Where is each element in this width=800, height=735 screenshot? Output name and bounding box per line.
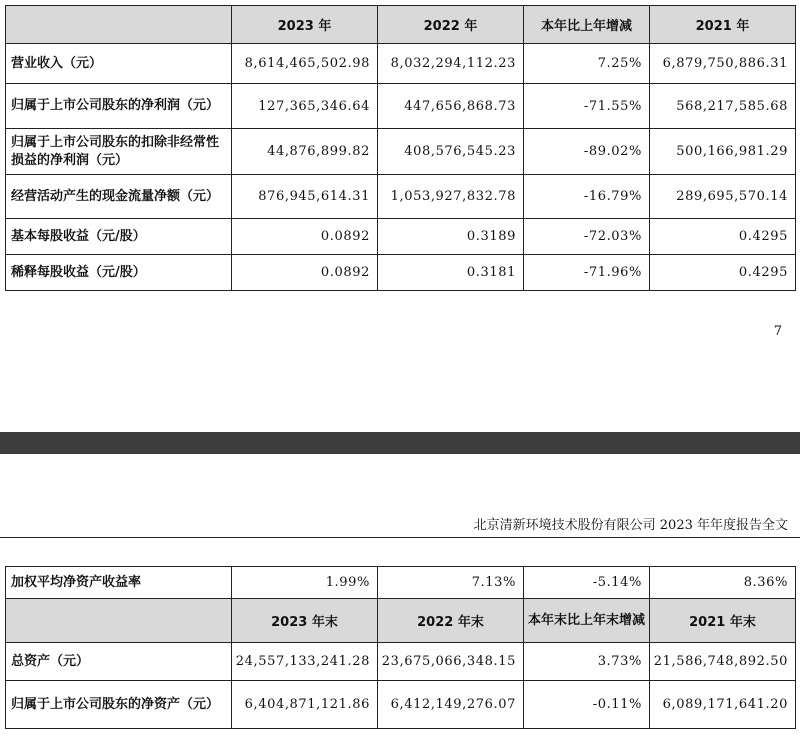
- table-row: [6, 175, 796, 219]
- row-label: 基本每股收益（元/股）: [6, 219, 232, 255]
- header-cell: 2022 年: [378, 6, 524, 44]
- value-cell: -5.14%: [524, 567, 650, 599]
- header-rule: [0, 537, 800, 538]
- value-cell: 876,945,614.31: [232, 175, 378, 219]
- value-cell: 0.3189: [378, 219, 524, 255]
- value-cell: 7.25%: [524, 44, 650, 84]
- value-cell: 6,404,871,121.86: [232, 681, 378, 729]
- value-cell: -89.02%: [524, 129, 650, 175]
- header-cell: 2021 年末: [650, 599, 796, 643]
- financial-table-bottom: [5, 566, 796, 729]
- header-cell: 本年末比上年末增减: [524, 599, 650, 643]
- value-cell: -72.03%: [524, 219, 650, 255]
- header-cell: 2023 年末: [232, 599, 378, 643]
- value-cell: 568,217,585.68: [650, 84, 796, 129]
- financial-table-top: [5, 5, 796, 291]
- value-cell: -71.96%: [524, 255, 650, 291]
- value-cell: 447,656,868.73: [378, 84, 524, 129]
- value-cell: 289,695,570.14: [650, 175, 796, 219]
- header-cell: 2021 年: [650, 6, 796, 44]
- value-cell: 1,053,927,832.78: [378, 175, 524, 219]
- header-cell: 本年比上年增减: [524, 6, 650, 44]
- value-cell: 6,879,750,886.31: [650, 44, 796, 84]
- row-label: 归属于上市公司股东的扣除非经常性损益的净利润（元）: [6, 129, 232, 175]
- value-cell: 21,586,748,892.50: [650, 643, 796, 681]
- value-cell: 23,675,066,348.15: [378, 643, 524, 681]
- value-cell: 500,166,981.29: [650, 129, 796, 175]
- page-divider: [0, 432, 800, 454]
- header-cell: 2022 年末: [378, 599, 524, 643]
- value-cell: 8,032,294,112.23: [378, 44, 524, 84]
- value-cell: 0.3181: [378, 255, 524, 291]
- table-row: [6, 84, 796, 129]
- header-cell: [6, 6, 232, 44]
- header-cell: 2023 年: [232, 6, 378, 44]
- value-cell: -71.55%: [524, 84, 650, 129]
- value-cell: 24,557,133,241.28: [232, 643, 378, 681]
- row-label: 经营活动产生的现金流量净额（元）: [6, 175, 232, 219]
- value-cell: 6,412,149,276.07: [378, 681, 524, 729]
- table-row: [6, 567, 796, 599]
- value-cell: 3.73%: [524, 643, 650, 681]
- value-cell: 44,876,899.82: [232, 129, 378, 175]
- table-row: [6, 129, 796, 175]
- table-header-row: [6, 599, 796, 643]
- row-label: 稀释每股收益（元/股）: [6, 255, 232, 291]
- value-cell: 127,365,346.64: [232, 84, 378, 129]
- value-cell: 8,614,465,502.98: [232, 44, 378, 84]
- table-row: [6, 219, 796, 255]
- value-cell: 0.4295: [650, 255, 796, 291]
- header-cell: [6, 599, 232, 643]
- value-cell: 408,576,545.23: [378, 129, 524, 175]
- value-cell: 0.0892: [232, 219, 378, 255]
- value-cell: 0.0892: [232, 255, 378, 291]
- table-row: [6, 255, 796, 291]
- value-cell: 1.99%: [232, 567, 378, 599]
- row-label: 营业收入（元）: [6, 44, 232, 84]
- value-cell: 0.4295: [650, 219, 796, 255]
- value-cell: -0.11%: [524, 681, 650, 729]
- row-label: 总资产（元）: [6, 643, 232, 681]
- value-cell: -16.79%: [524, 175, 650, 219]
- value-cell: 8.36%: [650, 567, 796, 599]
- table-row: [6, 44, 796, 84]
- report-header: 北京清新环境技术股份有限公司 2023 年年度报告全文: [473, 518, 788, 533]
- table-header-row: [6, 6, 796, 44]
- table-row: [6, 681, 796, 729]
- table-row: [6, 643, 796, 681]
- page-number: 7: [773, 324, 782, 339]
- value-cell: 7.13%: [378, 567, 524, 599]
- value-cell: 6,089,171,641.20: [650, 681, 796, 729]
- row-label: 加权平均净资产收益率: [6, 567, 232, 599]
- row-label: 归属于上市公司股东的净利润（元）: [6, 84, 232, 129]
- row-label: 归属于上市公司股东的净资产（元）: [6, 681, 232, 729]
